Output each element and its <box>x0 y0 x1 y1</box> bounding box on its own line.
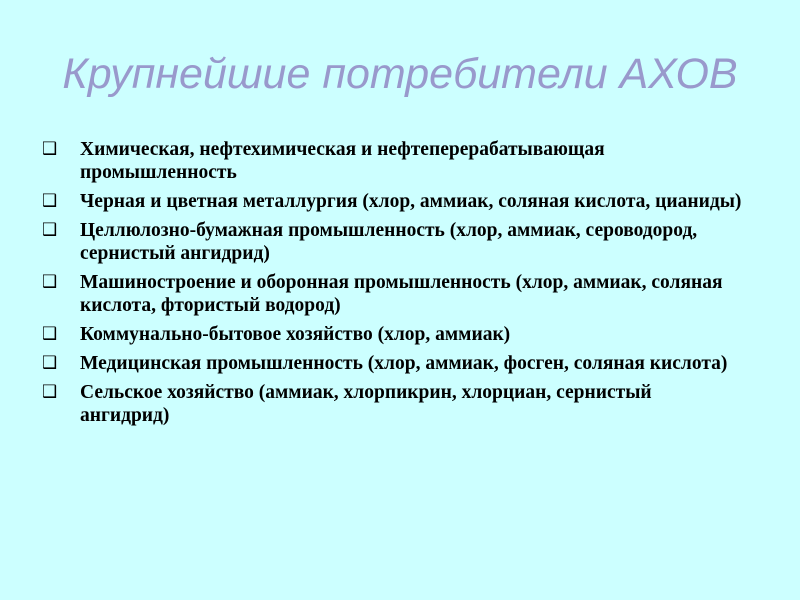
bullet-text: Химическая, нефтехимическая и нефтеперерабатывающая промышленность <box>80 139 605 183</box>
bullet-text: Целлюлозно-бумажная промышленность (хлор, аммиак, сероводород, сернистый ангидрид) <box>80 220 698 264</box>
bullet-text: Медицинская промышленность (хлор, аммиак, фосген, соляная кислота) <box>80 353 728 374</box>
bullet-item-7 <box>42 381 742 427</box>
checkbox-icon: ❑ <box>42 353 58 373</box>
bullet-item-1 <box>42 138 742 184</box>
bullet-text: Сельское хозяйство (аммиак, хлорпикрин, хлорциан, сернистый ангидрид) <box>80 382 652 426</box>
bullet-list <box>42 138 742 433</box>
checkbox-icon: ❑ <box>42 220 58 240</box>
bullet-text: Черная и цветная металлургия (хлор, аммиак, соляная кислота, цианиды) <box>80 191 742 212</box>
bullet-text: Коммунально-бытовое хозяйство (хлор, аммиак) <box>80 324 511 345</box>
checkbox-icon: ❑ <box>42 139 58 159</box>
bullet-item-3 <box>42 219 742 265</box>
bullet-text: Машиностроение и оборонная промышленность (хлор, аммиак, соляная кислота, фтористый водород) <box>80 272 723 316</box>
bullet-item-4 <box>42 271 742 317</box>
checkbox-icon: ❑ <box>42 272 58 292</box>
checkbox-icon: ❑ <box>42 191 58 211</box>
slide-title: Крупнейшие потребители АХОВ <box>62 50 738 98</box>
checkbox-icon: ❑ <box>42 324 58 344</box>
checkbox-icon: ❑ <box>42 382 58 402</box>
bullet-item-2 <box>42 190 742 213</box>
bullet-item-5 <box>42 323 742 346</box>
bullet-item-6 <box>42 352 742 375</box>
